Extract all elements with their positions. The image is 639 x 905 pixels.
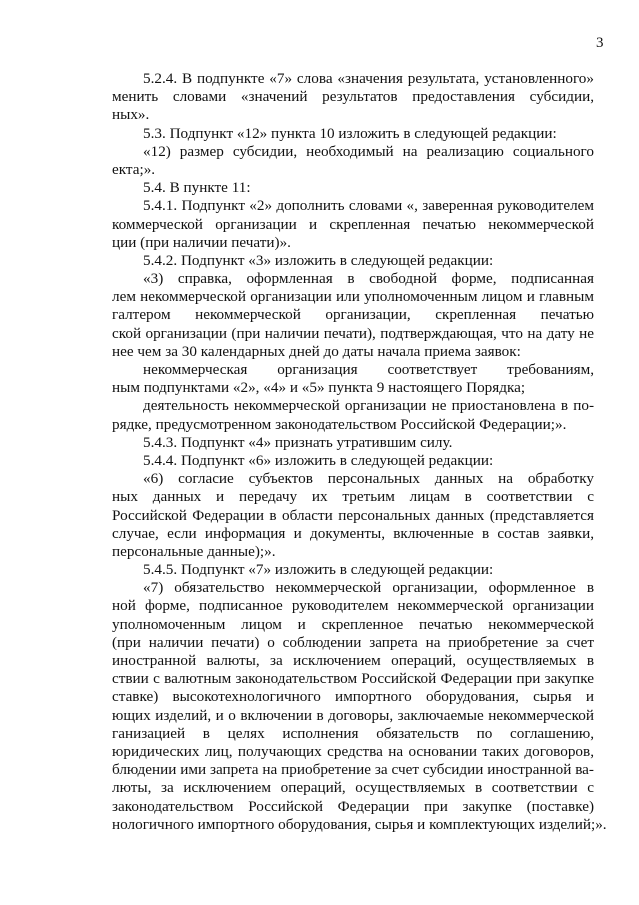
text-line: нологичного импортного оборудования, сырья и комплектующих изделий;».	[112, 815, 607, 833]
text-line: ставке) высокотехнологичного импортного оборудования, сырья и	[112, 688, 594, 706]
text-line: 5.4.4. Подпункт «6» изложить в следующей редакции:	[143, 451, 494, 469]
text-line: 5.4.1. Подпункт «2» дополнить словами «, заверенная руководителем	[143, 197, 594, 215]
text-line: менить словами «значений результатов предоставления субсидии,	[112, 88, 594, 106]
text-line: ствии с валютным законодательством Российской Федерации при закупке	[112, 670, 594, 688]
text-line: «7) обязательство некоммерческой организации, оформленное в	[143, 579, 594, 597]
text-line: «6) согласие субъектов персональных данных на обработку	[143, 470, 594, 488]
text-line: «12) размер субсидии, необходимый на реализацию социального	[143, 142, 594, 160]
text-line: Российской Федерации в области персональных данных (представляется	[112, 506, 594, 524]
text-line: 5.4.3. Подпункт «4» признать утратившим силу.	[143, 433, 453, 451]
text-line: люты, за исключением операций, осуществляемых в соответствии с	[112, 779, 594, 797]
text-line: иностранной валюты, за исключением операций, осуществляемых в	[112, 652, 594, 669]
text-line: персональные данные);».	[112, 542, 276, 560]
text-line: блюдении ими запрета на приобретение за счет субсидии иностранной ва-	[112, 761, 594, 779]
text-line: рядке, предусмотренном законодательством Российской Федерации;».	[112, 415, 567, 433]
text-line: нее чем за 30 календарных дней до даты начала приема заявок:	[112, 342, 521, 360]
text-line: ции (при наличии печати)».	[112, 233, 291, 251]
text-line: ганизацией в целях исполнения обязательств по соглашению,	[112, 724, 594, 742]
text-line: 5.2.4. В подпункте «7» слова «значения результата, установленного»	[143, 70, 594, 87]
text-line: лем некоммерческой организации или уполномоченным лицом и главным	[112, 288, 594, 306]
text-line: «3) справка, оформленная в свободной форме, подписанная	[143, 270, 594, 288]
text-line: галтером некоммерческой организации, скрепленная печатью	[112, 306, 594, 324]
text-line: некоммерческая организация соответствует требованиям,	[143, 361, 594, 378]
text-line: ных».	[112, 106, 150, 124]
text-line: 5.4. В пункте 11:	[143, 179, 251, 197]
text-line: деятельность некоммерческой организации не приостановлена в по-	[143, 397, 594, 415]
text-line: уполномоченным лицом и скрепленное печатью некоммерческой	[112, 615, 594, 633]
text-line: ных данных и передачу их третьим лицам в соответствии с	[112, 488, 594, 506]
document-body	[112, 70, 607, 834]
text-line: ной форме, подписанное руководителем некоммерческой организации	[112, 597, 594, 615]
text-line: ющих изделий, и о включении в договоры, заключаемые некоммерческой	[112, 706, 594, 724]
text-line: ской организации (при наличии печати), подтверждающая, что на дату не	[112, 324, 594, 342]
text-line: ным подпунктами «2», «4» и «5» пункта 9 настоящего Порядка;	[112, 379, 526, 397]
text-line: 5.4.5. Подпункт «7» изложить в следующей редакции:	[143, 561, 494, 579]
text-line: 5.4.2. Подпункт «3» изложить в следующей редакции:	[143, 251, 494, 269]
text-line: коммерческой организации и скрепленная печатью некоммерческой	[112, 215, 594, 233]
text-line: 5.3. Подпункт «12» пункта 10 изложить в следующей редакции:	[143, 124, 557, 142]
text-line: законодательством Российской Федерации при закупке (поставке)	[112, 797, 594, 815]
text-line: юридических лиц, получающих средства на основании таких договоров,	[112, 742, 594, 760]
text-line: (при наличии печати) о соблюдении запрета на приобретение за счет	[112, 633, 594, 651]
text-line: екта;».	[112, 160, 156, 178]
text-line: случае, если информация и документы, включенные в состав заявки,	[112, 524, 594, 542]
page-number: 3	[596, 35, 604, 51]
